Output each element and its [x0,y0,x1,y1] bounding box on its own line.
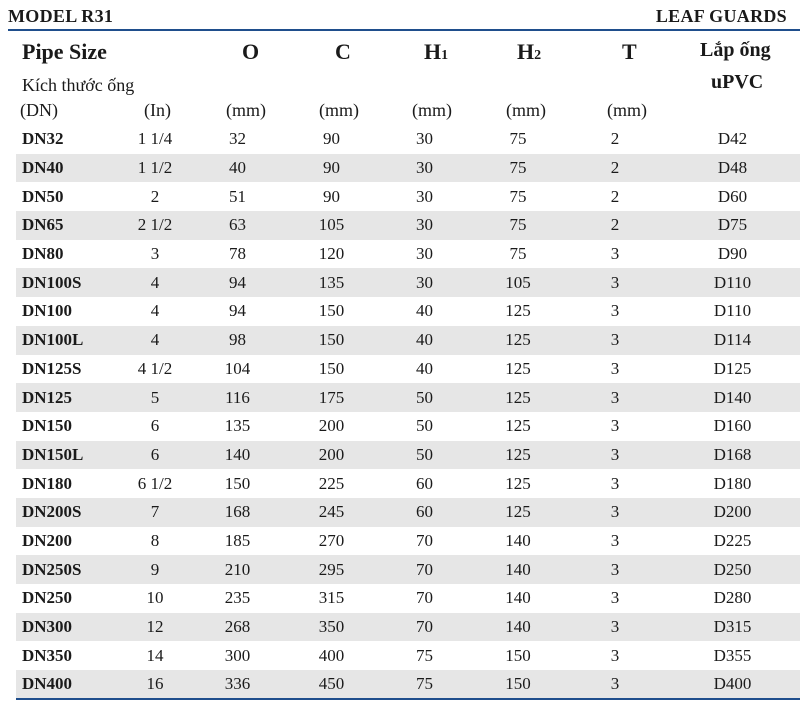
cell-h2: 140 [471,613,565,642]
cell-h2: 75 [509,129,527,149]
cell-h1: 50 [416,416,433,436]
header-fit-line1: Lắp ống [700,39,771,61]
cell-o: 51 [229,186,246,206]
cell-h2: 125 [505,358,531,378]
cell-t: 3 [610,473,620,493]
cell-upvc: D200 [665,498,800,527]
cell-o: 300 [224,645,251,665]
cell-dn: DN350 [22,645,73,665]
cell-h1: 70 [378,555,471,584]
cell-h2: 125 [471,326,565,355]
cell-inch: 4 [150,301,160,321]
cell-c: 200 [318,416,345,436]
table-row [16,326,800,355]
cell-o: 40 [190,154,285,183]
cell-inch: 2 [150,186,160,206]
cell-dn: DN100S [16,268,120,297]
cell-h1: 30 [378,211,471,240]
cell-c: 150 [285,326,378,355]
cell-h1: 40 [416,301,433,321]
cell-upvc: D160 [713,416,752,436]
cell-upvc: D42 [717,129,748,149]
cell-h1: 30 [378,268,471,297]
header-dn-unit: (DN) [20,100,58,120]
cell-o: 168 [190,498,285,527]
cell-h1: 70 [378,613,471,642]
cell-o: 94 [229,301,246,321]
cell-h2: 125 [471,441,565,470]
cell-inch: 6 1/2 [137,473,173,493]
cell-h2: 125 [471,383,565,412]
cell-o: 268 [190,613,285,642]
cell-o: 32 [229,129,246,149]
cell-inch: 5 [120,383,190,412]
cell-c: 400 [318,645,345,665]
cell-t: 3 [565,670,665,699]
cell-upvc: D280 [713,588,752,608]
header-c-unit: (mm) [319,100,359,120]
cell-upvc: D90 [717,244,748,264]
cell-h1: 40 [416,358,433,378]
model-title: MODEL R31 [8,6,114,26]
cell-t: 3 [565,268,665,297]
cell-o: 135 [224,416,251,436]
cell-o: 185 [224,530,251,550]
cell-inch: 1 1/2 [120,154,190,183]
cell-h2: 75 [509,244,527,264]
cell-c: 315 [318,588,345,608]
cell-t: 2 [610,129,620,149]
cell-dn: DN40 [16,154,120,183]
cell-h1: 40 [378,326,471,355]
cell-t: 3 [610,530,620,550]
cell-c: 295 [285,555,378,584]
header-o-unit: (mm) [226,100,266,120]
cell-h1: 60 [416,473,433,493]
cell-dn: DN100L [16,326,120,355]
cell-inch: 7 [120,498,190,527]
cell-inch: 2 1/2 [120,211,190,240]
table-row [16,584,800,613]
cell-h2: 125 [505,473,531,493]
cell-h1: 30 [416,244,433,264]
header-pipe-size: Pipe Size [22,39,107,64]
cell-t: 3 [565,383,665,412]
cell-o: 98 [190,326,285,355]
cell-dn: DN150L [16,441,120,470]
cell-h2: 150 [471,670,565,699]
cell-t: 2 [565,154,665,183]
cell-upvc: D110 [713,301,752,321]
cell-inch: 9 [120,555,190,584]
cell-inch: 8 [150,530,160,550]
table-row [16,441,800,470]
cell-h2: 75 [509,186,527,206]
cell-c: 270 [318,530,345,550]
header-c: C [335,39,351,64]
table-row [16,469,800,498]
cell-dn: DN125 [16,383,120,412]
cell-o: 116 [190,383,285,412]
header-t: T [622,39,637,64]
cell-h2: 75 [471,154,565,183]
cell-upvc: D60 [717,186,748,206]
cell-c: 350 [285,613,378,642]
cell-c: 90 [285,154,378,183]
cell-h2: 125 [505,416,531,436]
cell-inch: 1 1/4 [137,129,173,149]
table-row [16,154,800,183]
table-row [16,641,800,670]
cell-t: 3 [565,326,665,355]
cell-t: 3 [610,416,620,436]
cell-t: 3 [565,613,665,642]
cell-c: 200 [285,441,378,470]
cell-inch: 4 1/2 [137,358,173,378]
cell-upvc: D250 [665,555,800,584]
cell-h1: 30 [378,154,471,183]
cell-h2: 140 [471,555,565,584]
cell-o: 150 [224,473,251,493]
cell-inch: 16 [120,670,190,699]
cell-c: 450 [285,670,378,699]
cell-inch: 12 [120,613,190,642]
cell-c: 105 [285,211,378,240]
cell-o: 140 [190,441,285,470]
cell-upvc: D125 [713,358,752,378]
cell-upvc: D48 [665,154,800,183]
table-row [16,383,800,412]
cell-h1: 50 [378,441,471,470]
cell-c: 90 [323,186,340,206]
cell-c: 175 [285,383,378,412]
bottom-divider [16,698,800,700]
cell-o: 94 [190,268,285,297]
header-o: O [242,39,260,64]
cell-c: 245 [285,498,378,527]
cell-c: 120 [318,244,345,264]
cell-dn: DN200 [22,530,73,550]
cell-dn: DN125S [22,358,82,378]
header-h1: H1 [424,39,449,64]
cell-dn: DN65 [16,211,120,240]
cell-o: 63 [190,211,285,240]
table-row [16,670,800,699]
header-h2-unit: (mm) [506,100,546,120]
table-row [16,498,800,527]
cell-h1: 30 [416,186,433,206]
table-row [16,613,800,642]
cell-o: 336 [190,670,285,699]
table-row [16,211,800,240]
cell-dn: DN250S [16,555,120,584]
cell-h2: 140 [505,530,531,550]
cell-t: 3 [610,301,620,321]
table-row [16,268,800,297]
cell-h2: 125 [471,498,565,527]
cell-dn: DN400 [16,670,120,699]
cell-upvc: D110 [665,268,800,297]
cell-c: 150 [318,358,345,378]
cell-upvc: D355 [713,645,752,665]
table-row [16,527,800,556]
cell-dn: DN250 [22,588,73,608]
cell-o: 78 [229,244,246,264]
cell-h1: 70 [416,530,433,550]
table-row [16,125,800,154]
cell-inch: 6 [120,441,190,470]
cell-inch: 14 [146,645,164,665]
cell-h2: 75 [471,211,565,240]
cell-h1: 50 [378,383,471,412]
cell-h1: 30 [416,129,433,149]
cell-o: 104 [224,358,251,378]
cell-c: 90 [323,129,340,149]
header-in-unit: (In) [144,100,171,120]
cell-t: 2 [610,186,620,206]
cell-h2: 150 [505,645,531,665]
table-row [16,412,800,441]
table-body [16,125,800,699]
cell-upvc: D75 [665,211,800,240]
table-row [16,555,800,584]
cell-h1: 75 [378,670,471,699]
cell-inch: 4 [120,326,190,355]
cell-h2: 105 [471,268,565,297]
cell-h1: 75 [416,645,433,665]
cell-t: 3 [610,358,620,378]
cell-t: 3 [610,588,620,608]
cell-dn: DN200S [16,498,120,527]
series-title: LEAF GUARDS [655,6,787,26]
cell-h1: 70 [416,588,433,608]
cell-t: 2 [565,211,665,240]
header-pipe-size-vn: Kích thước ống [22,75,135,95]
dimension-table [16,125,800,699]
cell-upvc: D180 [713,473,752,493]
cell-c: 135 [285,268,378,297]
table-header [0,31,800,125]
table-row [16,355,800,384]
cell-dn: DN32 [22,129,64,149]
cell-dn: DN150 [22,416,73,436]
cell-inch: 6 [150,416,160,436]
cell-c: 150 [318,301,345,321]
header-fit-line2: uPVC [711,71,764,93]
cell-upvc: D315 [665,613,800,642]
cell-upvc: D114 [665,326,800,355]
title-bar [0,0,800,29]
cell-dn: DN180 [22,473,73,493]
cell-upvc: D168 [665,441,800,470]
cell-t: 3 [610,244,620,264]
cell-t: 3 [610,645,620,665]
cell-c: 225 [318,473,345,493]
cell-inch: 3 [150,244,160,264]
cell-h2: 125 [505,301,531,321]
cell-upvc: D400 [665,670,800,699]
cell-inch: 4 [120,268,190,297]
cell-o: 210 [190,555,285,584]
header-h2: H2 [517,39,542,64]
cell-dn: DN50 [22,186,64,206]
cell-dn: DN300 [16,613,120,642]
cell-t: 3 [565,555,665,584]
cell-inch: 10 [146,588,164,608]
cell-t: 3 [565,441,665,470]
cell-h1: 60 [378,498,471,527]
cell-upvc: D225 [713,530,752,550]
cell-t: 3 [565,498,665,527]
cell-o: 235 [224,588,251,608]
table-row [16,240,800,269]
cell-dn: DN100 [22,301,73,321]
cell-dn: DN80 [22,244,64,264]
table-row [16,182,800,211]
cell-h2: 140 [505,588,531,608]
header-h1-unit: (mm) [412,100,452,120]
header-t-unit: (mm) [607,100,647,120]
table-row [16,297,800,326]
cell-upvc: D140 [665,383,800,412]
